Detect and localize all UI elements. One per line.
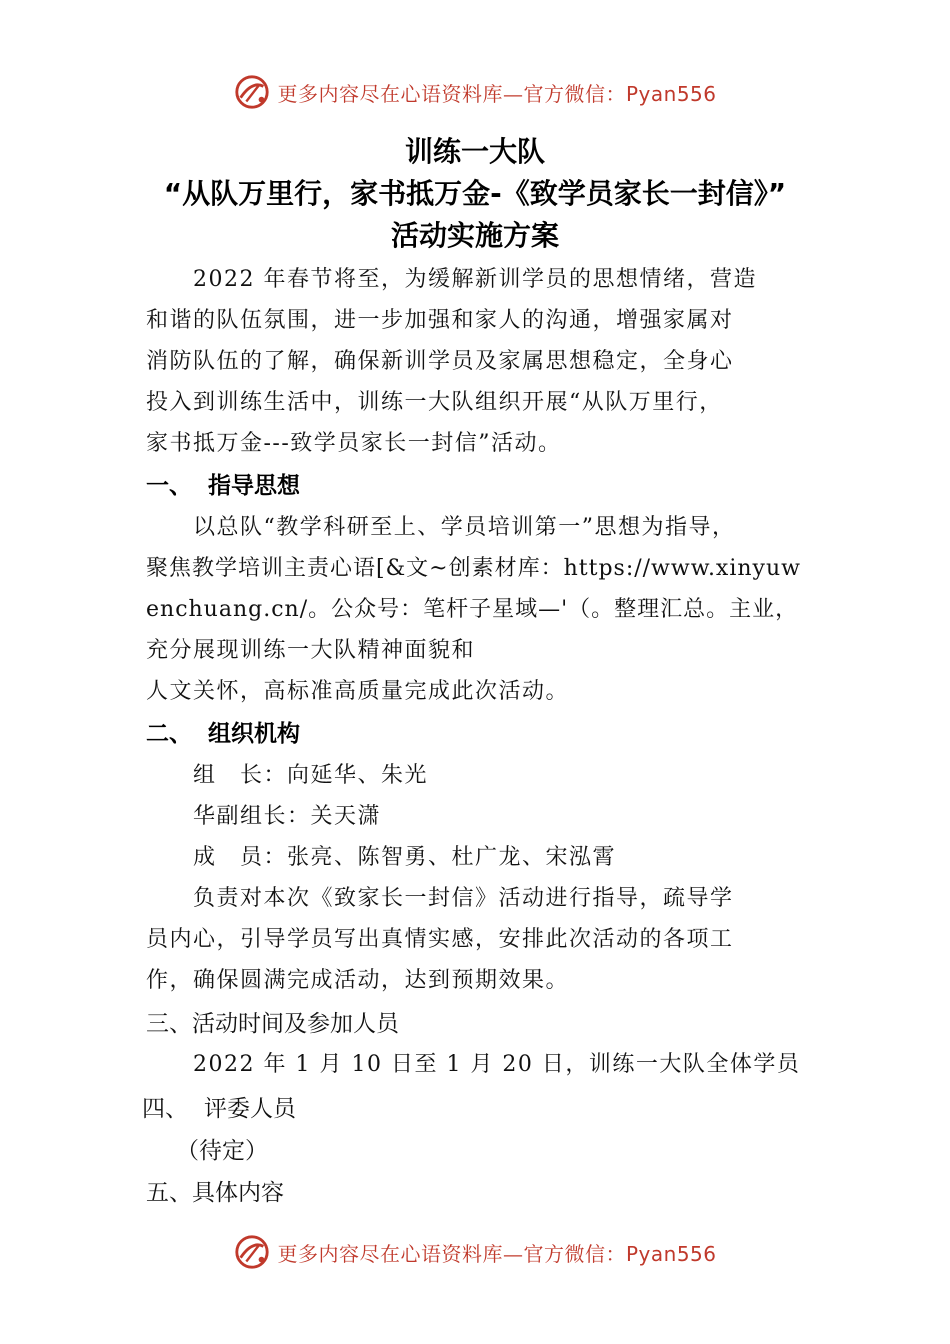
section1-line-2: 聚焦教学培训主责心语[&文~创素材库：https://www.xinyuw <box>146 556 801 581</box>
watermark-id: Pyan556 <box>625 81 717 106</box>
document-title: 训练一大队 <box>404 135 545 168</box>
section-title: 组织机构 <box>208 721 300 747</box>
intro-line-5: 家书抵万金---致学员家长一封信”活动。 <box>146 431 562 456</box>
watermark-footer <box>0 1230 950 1274</box>
intro-line-1: 2022 年春节将至，为缓解新训学员的思想情绪，营造 <box>146 267 757 292</box>
intro-line-4: 投入到训练生活中，训练一大队组织开展“从队万里行， <box>146 390 723 415</box>
seal-logo-icon <box>233 1233 271 1271</box>
section3-line-1: 2022 年 1 月 10 日至 1 月 20 日，训练一大队全体学员 <box>146 1052 801 1077</box>
section1-line-4: 充分展现训练一大队精神面貌和 <box>146 638 476 663</box>
section2-line-6: 作，确保圆满完成活动，达到预期效果。 <box>146 968 570 993</box>
section-heading-judges <box>142 1090 296 1123</box>
section-number: 二、 <box>146 721 192 747</box>
section1-line-1: 以总队“教学科研至上、学员培训第一”思想为指导， <box>146 515 736 540</box>
section2-line-2: 华副组长：关天潇 <box>146 804 382 829</box>
section2-line-4: 负责对本次《致家长一封信》活动进行指导，疏导学 <box>146 886 734 911</box>
watermark-header <box>0 70 950 114</box>
section-title: 指导思想 <box>208 473 300 499</box>
watermark-text: 更多内容尽在心语资料库—官方微信：Pyan556 <box>277 81 717 106</box>
watermark-id: Pyan556 <box>625 1241 717 1266</box>
watermark-text: 更多内容尽在心语资料库—官方微信：Pyan556 <box>277 1241 717 1266</box>
document-subtitle: “从队万里行，家书抵万金-《致学员家长一封信》” <box>163 177 787 210</box>
section-heading-specific-content: 五、具体内容 <box>146 1180 284 1206</box>
section1-line-3: enchuang.cn/。公众号：笔杆子星域—'（。整理汇总。主业， <box>146 597 799 622</box>
intro-line-2: 和谐的队伍氛围，进一步加强和家人的沟通，增强家属对 <box>146 308 734 333</box>
section2-line-3: 成 员：张亮、陈智勇、杜广龙、宋泓霄 <box>146 845 617 870</box>
document-subtitle-2: 活动实施方案 <box>390 219 559 252</box>
section1-line-5: 人文关怀，高标准高质量完成此次活动。 <box>146 679 570 704</box>
intro-line-3: 消防队伍的了解，确保新训学员及家属思想稳定，全身心 <box>146 349 734 374</box>
section-heading-organization <box>146 715 300 748</box>
section-title: 评委人员 <box>204 1096 296 1122</box>
section-number: 四、 <box>142 1096 188 1122</box>
seal-logo-icon <box>233 73 271 111</box>
section-number: 一、 <box>146 473 192 499</box>
section4-line-1: （待定） <box>176 1138 268 1164</box>
section2-line-1: 组 长：向延华、朱光 <box>146 763 429 788</box>
section-heading-time-participants: 三、活动时间及参加人员 <box>146 1011 399 1037</box>
section2-line-5: 员内心，引导学员写出真情实感，安排此次活动的各项工 <box>146 927 734 952</box>
section-heading-guiding-thought <box>146 467 300 500</box>
